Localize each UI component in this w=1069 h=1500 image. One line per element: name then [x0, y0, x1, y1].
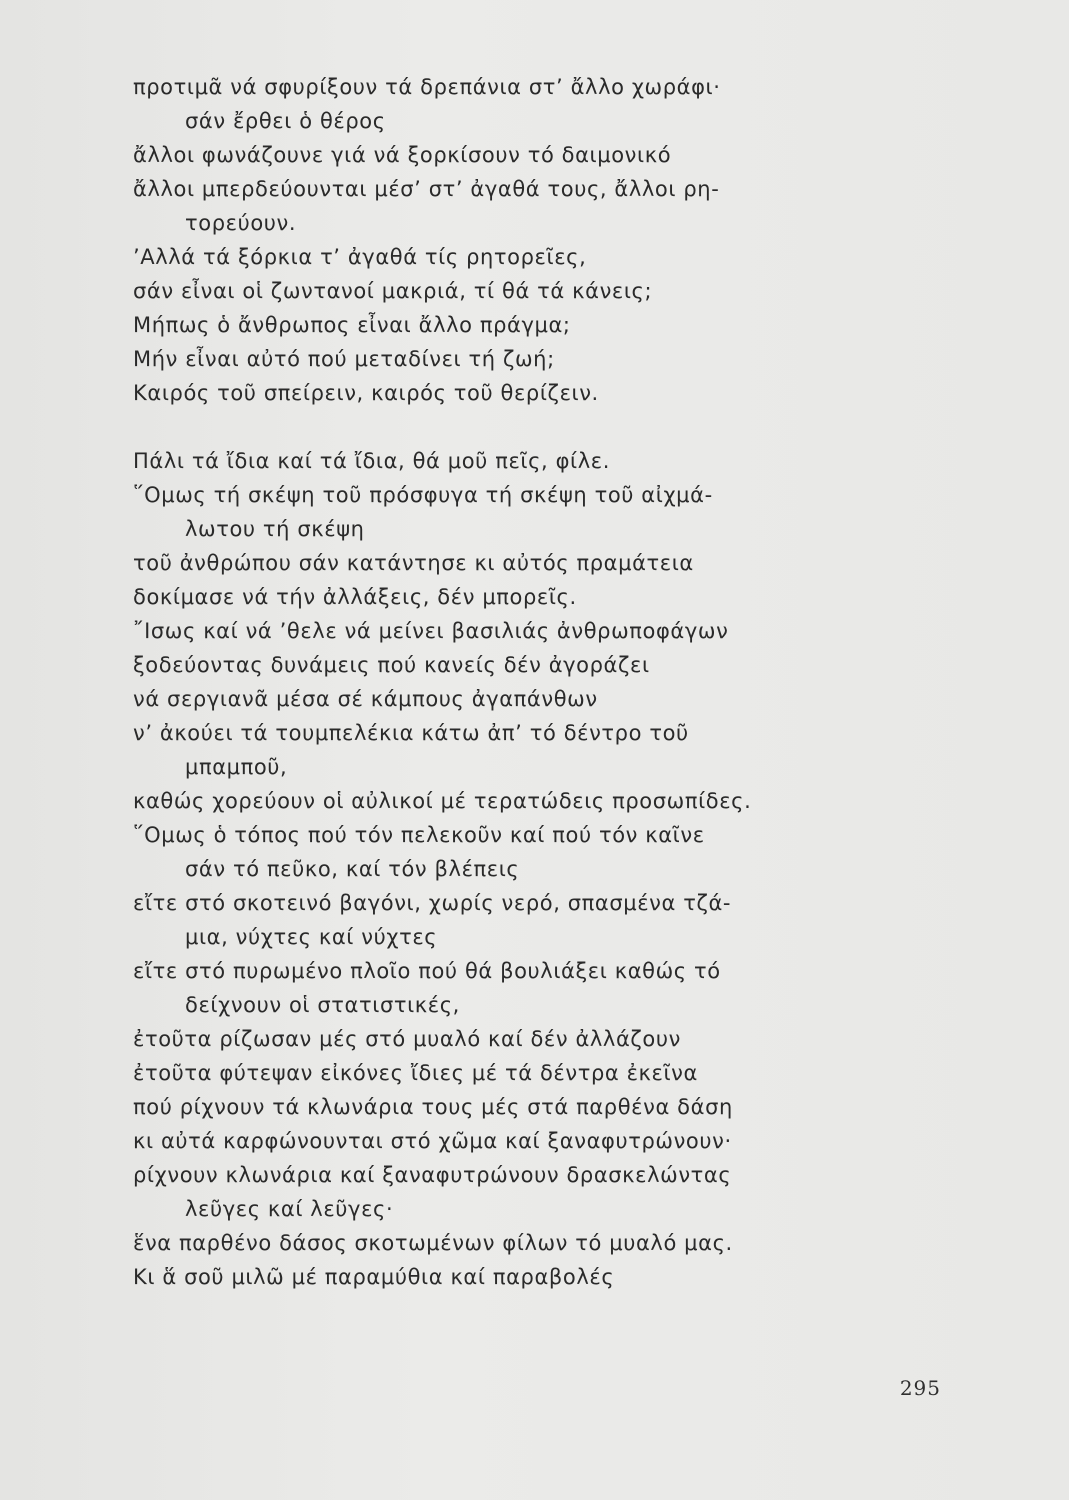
- poem-line: πού ρίχνουν τά κλωνάρια τους μές στά παρθένα δάση: [133, 1095, 733, 1119]
- poem-line: προτιμᾶ νά σφυρίξουν τά δρεπάνια στ’ ἄλλο χωράφι·: [133, 75, 721, 99]
- poem-line: ἐτοῦτα ρίζωσαν μές στό μυαλό καί δέν ἀλλάζουν: [133, 1027, 681, 1051]
- poem-line: μπαμποῦ,: [185, 755, 288, 779]
- poem-line: καθώς χορεύουν οἱ αὐλικοί μέ τερατώδεις προσωπίδες.: [133, 789, 752, 813]
- poem-line: κι αὐτά καρφώνουνται στό χῶμα καί ξαναφυτρώνουν·: [133, 1129, 732, 1153]
- poem-line: ἐτοῦτα φύτεψαν εἰκόνες ἴδιες μέ τά δέντρα ἐκεῖνα: [133, 1061, 698, 1085]
- poem-line: μια, νύχτες καί νύχτες: [185, 925, 438, 949]
- page-number: 295: [899, 1376, 941, 1400]
- poem-line: ν’ ἀκούει τά τουμπελέκια κάτω ἀπ’ τό δέντρο τοῦ: [133, 721, 689, 745]
- poem-line: Κι ἅ σοῦ μιλῶ μέ παραμύθια καί παραβολές: [133, 1265, 615, 1289]
- stanza-break: [133, 410, 893, 444]
- poem-line: Μήπως ὁ ἄνθρωπος εἶναι ἄλλο πράγμα;: [133, 313, 571, 337]
- poem-line: ξοδεύοντας δυνάμεις πού κανείς δέν ἀγοράζει: [133, 653, 650, 677]
- poem-line: Μήν εἶναι αὐτό πού μεταδίνει τή ζωή;: [133, 347, 555, 371]
- poem-line: ῎Ισως καί νά ’θελε νά μείνει βασιλιάς ἀνθρωποφάγων: [133, 619, 729, 643]
- poem-line: σάν τό πεῦκο, καί τόν βλέπεις: [185, 857, 520, 881]
- poem-line: σάν ἔρθει ὁ θέρος: [185, 109, 386, 133]
- poem-line: ῞Ομως τή σκέψη τοῦ πρόσφυγα τή σκέψη τοῦ αἰχμά-: [133, 483, 713, 507]
- poem-line: λεῦγες καί λεῦγες·: [185, 1197, 394, 1221]
- poem-line: Πάλι τά ἴδια καί τά ἴδια, θά μοῦ πεῖς, φίλε.: [133, 449, 610, 473]
- poem-line: ’Αλλά τά ξόρκια τ’ ἀγαθά τίς ρητορεῖες,: [133, 245, 587, 269]
- poem-line: ῞Ομως ὁ τόπος πού τόν πελεκοῦν καί πού τόν καῖνε: [133, 823, 705, 847]
- poem-line: τορεύουν.: [185, 211, 297, 235]
- poem-line: Καιρός τοῦ σπείρειν, καιρός τοῦ θερίζειν.: [133, 381, 599, 405]
- poem-line: εἴτε στό σκοτεινό βαγόνι, χωρίς νερό, σπασμένα τζά-: [133, 891, 732, 915]
- poem-line: λωτου τή σκέψη: [185, 517, 365, 541]
- poem-line: ἕνα παρθένο δάσος σκοτωμένων φίλων τό μυαλό μας.: [133, 1231, 733, 1255]
- poem-line: ρίχνουν κλωνάρια καί ξαναφυτρώνουν δρασκελώντας: [133, 1163, 732, 1187]
- poem-line: δείχνουν οἱ στατιστικές,: [185, 993, 460, 1017]
- poem-line: νά σεργιανᾶ μέσα σέ κάμπους ἀγαπάνθων: [133, 687, 598, 711]
- poem-line: ἄλλοι φωνάζουνε γιά νά ξορκίσουν τό δαιμονικό: [133, 143, 672, 167]
- poem-line: δοκίμασε νά τήν ἀλλάξεις, δέν μπορεῖς.: [133, 585, 577, 609]
- poem-line: ἄλλοι μπερδεύουνται μέσ’ στ’ ἀγαθά τους, ἄλλοι ρη-: [133, 177, 720, 201]
- poem-line: τοῦ ἀνθρώπου σάν κατάντησε κι αὐτός πραμάτεια: [133, 551, 694, 575]
- poem-line: εἴτε στό πυρωμένο πλοῖο πού θά βουλιάξει καθώς τό: [133, 959, 721, 983]
- poem-text: [133, 70, 893, 1294]
- poem-line: σάν εἶναι οἱ ζωντανοί μακριά, τί θά τά κάνεις;: [133, 279, 653, 303]
